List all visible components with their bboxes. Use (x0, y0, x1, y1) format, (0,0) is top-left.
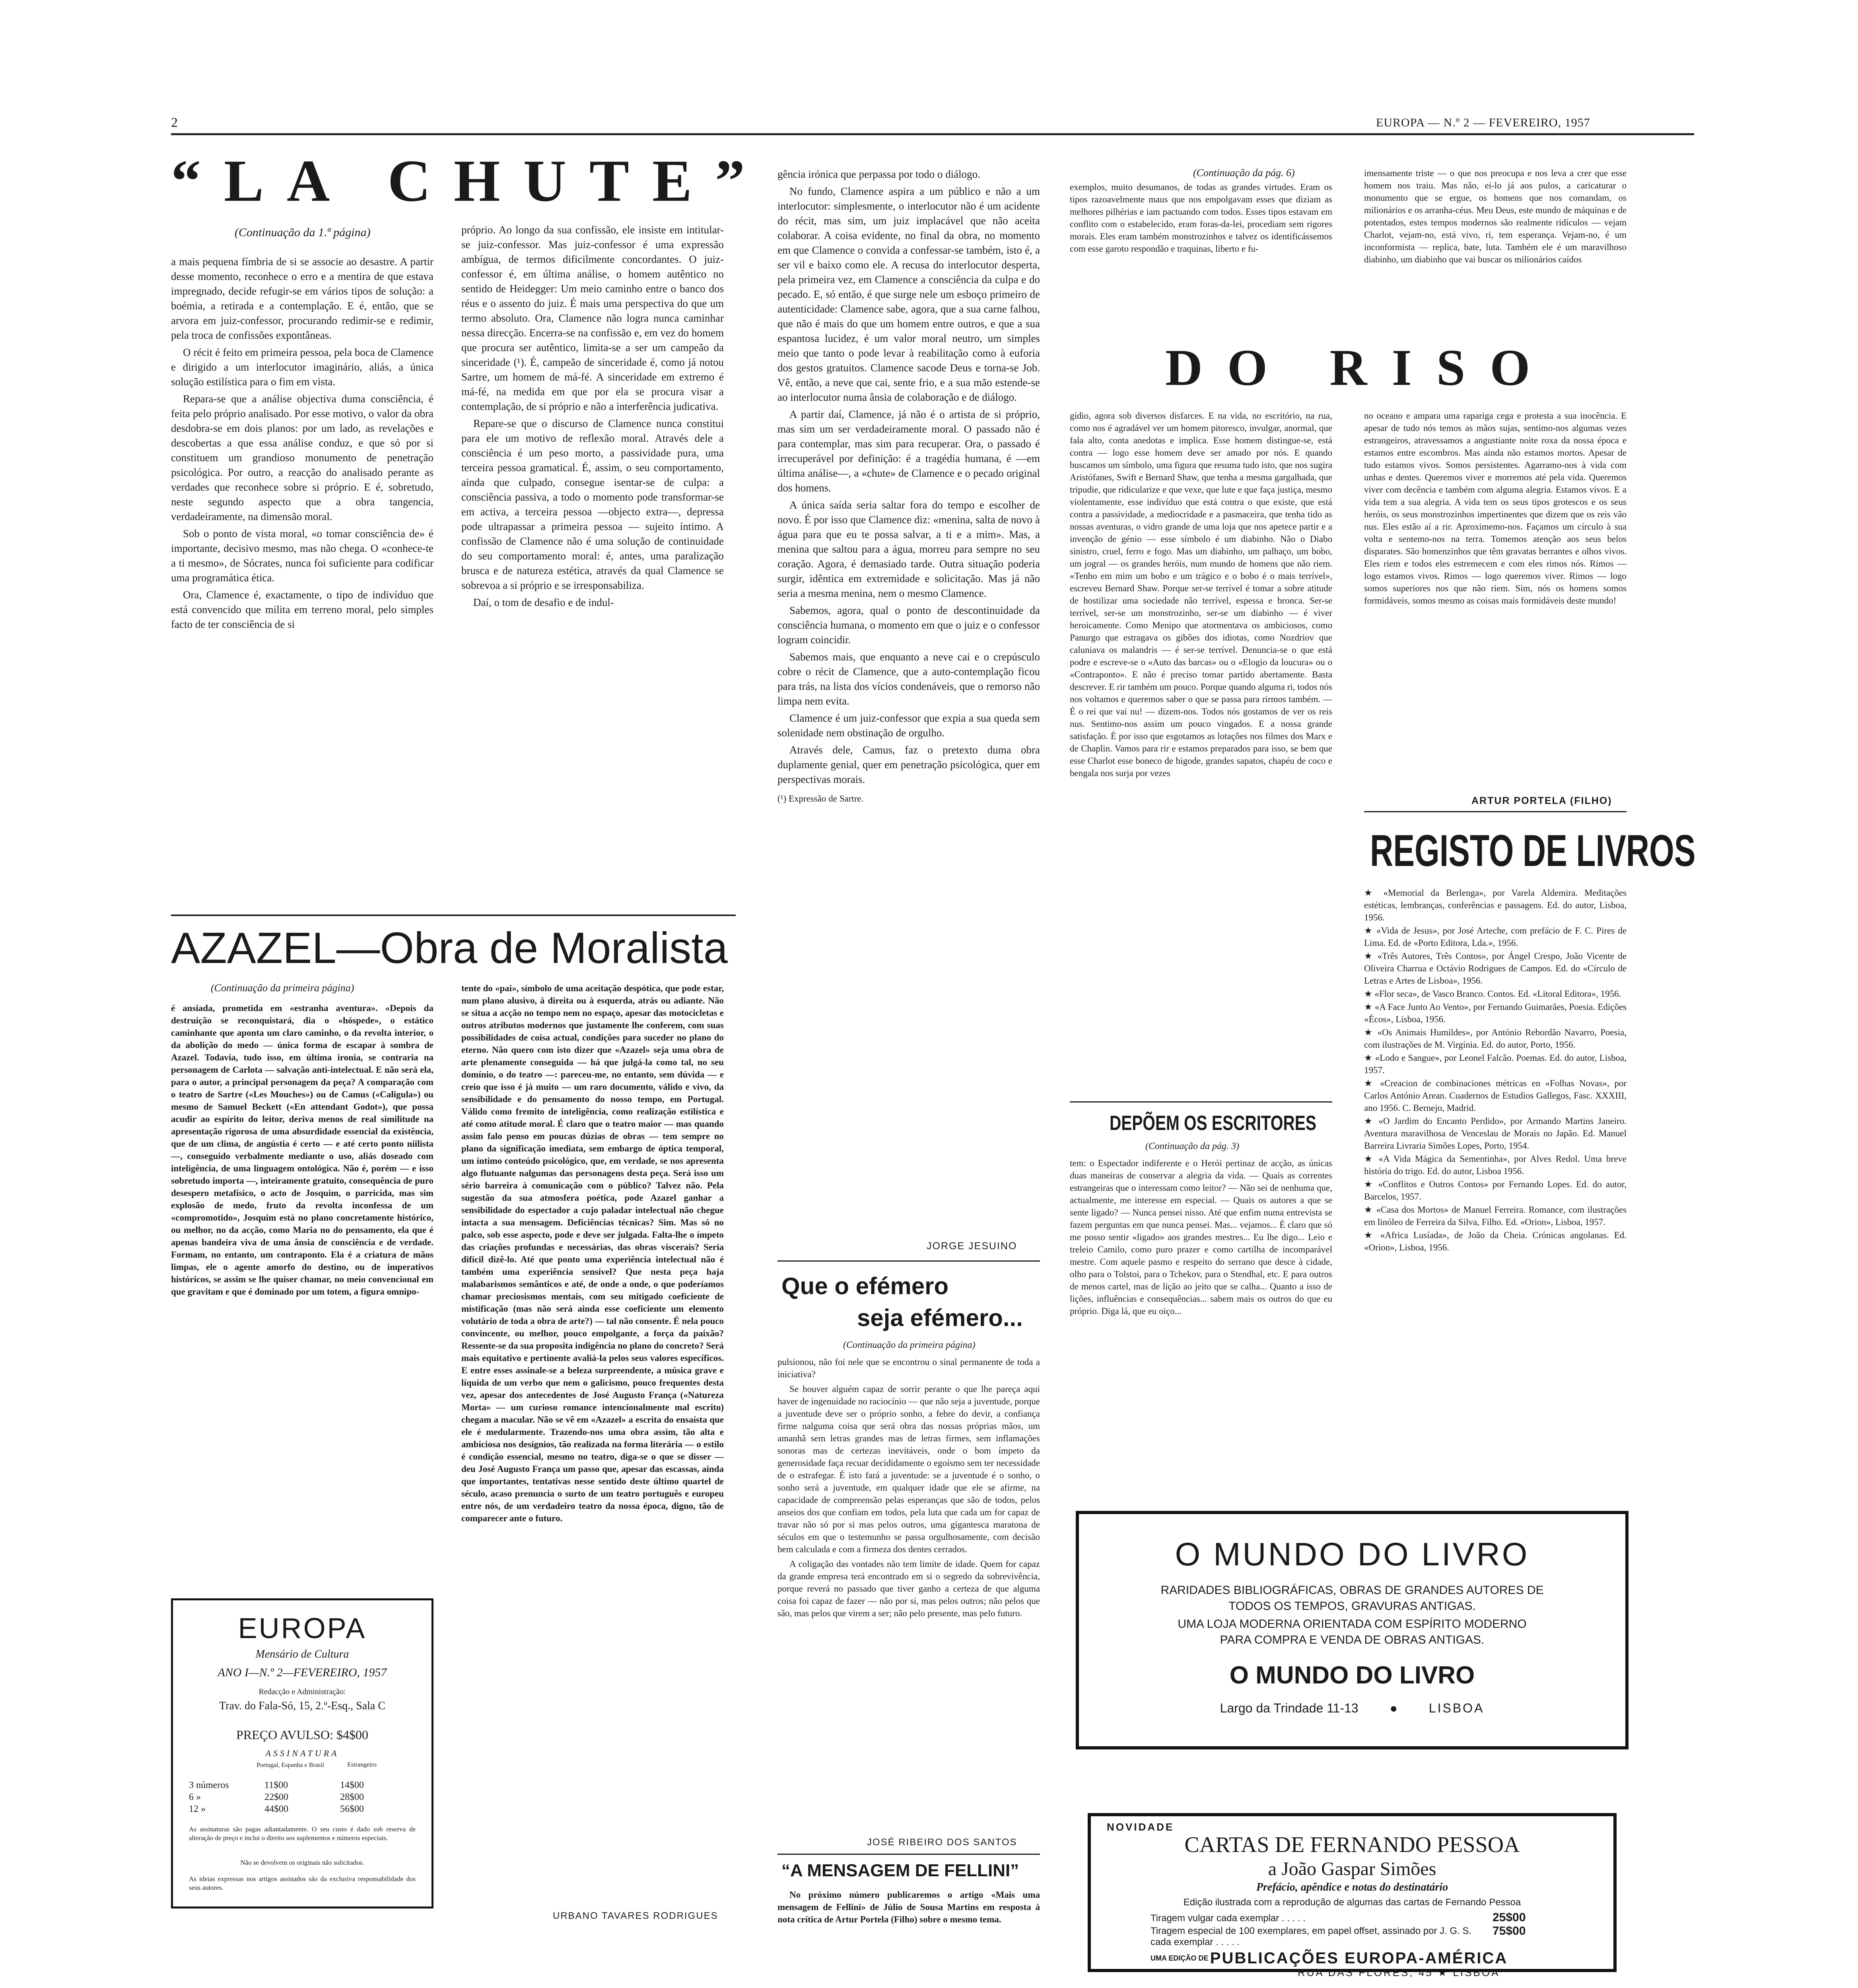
do-riso-title: DO RISO (1165, 339, 1555, 396)
bullet-icon: ● (1390, 1701, 1397, 1715)
ad-mundo-title: O MUNDO DO LIVRO (1175, 1536, 1530, 1573)
registo-items (1364, 887, 1627, 1254)
price-value: 25$00 (1493, 1911, 1526, 1924)
paragraph: tente do «pai», símbolo de uma aceitação despótica, que pode estar, num plano alusivo, à direita ou à esquerda, atrás ou adiante. Não se situa a acção no tempo nem no espaço, apesar das motocicletas e outros atributos modernos que justamente lhe conferem, com suas possibilidades de coisa actual, condições para suceder no plano do eterno. Não quero com isto dizer que «Azazel» seja uma obra de arte plenamente conseguida — há que julgá-la como tal, no seu domínio, o do teatro —: pareceu-me, no entanto, sem dúvida — e creio que isso é já muito — um raro documento, válido e vivo, da sensibilidade e do pensamento do nosso tempo, em Portugal. Válido como fremito de inteligência, como realização estilística e até como atitude moral. É claro que o teatro maior — mas quando assim falo penso em poucas dúzias de obras — tem sempre no plano da significação imediata, sem embargo de óptica temporal, um íntimo conteúdo psicológico, que, em verdade, se nos apresenta algo flutuante nalgumas das personagens desta peça. Será isso um sério barreira à comunicação com o público? Talvez não. Pela sugestão da sua atmosfera poética, pode Azazel ganhar a sensibilidade do espectador a cujo paladar intelectual não chegue intacta a sua mensagem. Deficiências técnicas? Sim. Mas só no palco, sob esse aspecto, pode e deve ser julgada. Falta-lhe o ímpeto das criações profundas e necessárias, das obras viscerais? Seria difícil dizê-lo. Até que ponto uma experiência intelectual não é também uma experiência sensível? Que nesta peça haja malabarismos semânticos e até, de onde a onde, o que poderíamos chamar preciosismos mentais, com seu mitigado coeficiente de mistificação (mas não será ainda esse coeficiente um elemento volutário de toda a obra de arte?) — tal não consente. É nela pouco convincente, ou melhor, pouco empolgante, a força da paixão? Ressente-se da sua proposita indigência no plano do concreto? Será mais equitativo e pertinente avaliá-la pelos seus valores específicos. E entre esses assinale-se a beleza surpreendente, a música grave e líquida de um verbo que nem o galicismo, pouco frequentes desta vez, apesar dos antecedentes de José Augusto França («Natureza Morta» — um curioso romance intencionalmente mal escrito) chegam a macular. Não se vê em «Azazel» a escrita do ensaísta que ele é medularmente. Trazendo-nos uma obra assim, tão alta e ambiciosa nos desígnios, tão realizada na forma literária — o estilo é condição essencial, mesmo no teatro, diga-se o que se disser — deu José Augusto França um passo que, apesar das escassas, ainda que importantes, tentativas nesse sentido deste último quartel de século, acaso prenuncia o surto de um teatro português e europeu entre nós, de um verdadeiro teatro da nossa época, digno, tão de comparecer ante o futuro. (461, 983, 724, 1523)
paragraph: tem: o Espectador indiferente e o Herói pertinaz de acção, as únicas duas maneiras de conservar a alegria da vida. — Quais as correntes estrangeiras que o interessam como leitor? — Não sei de nenhuma que, actualmente, me interesse em especial. — Quais os autores a que se sente ligado? — Nunca pensei nisso. Até que enfim numa entrevista se fazem perguntas em que nunca pensei. Mas... vejamos... É claro que só me posso sentir «ligado» aos grandes mestres... Eu lhe digo... Leio e treleio Camilo, como puro prazer e como cartilha de incomparável mestre. Com aquele pasmo e respeito do serrano que desce à cidade, olho para o Tolstoi, para o Tchekov, para o Stendhal, etc. E para outros de menos cartel, mas de lição ao jeito que se calha... Quanto a isso de lições, influências e consequências... sabem mais os outros do que eu próprio. Diga lá, que eu oiço... (1070, 1158, 1332, 1316)
paragraph: é ansiada, prometida em «estranha aventura». «Depois da destruição se reconquistará, dia o «hóspede», o estático caminhante que aponta um claro caminho, o da revolta interior, o da abolição do medo — única forma de escapar à sombra de Azazel. Todavia, tudo isso, em última ironia, se contraria na personagem de Carlota — salvação anti-intelectual. E não será ela, para o autor, a principal personagem da peça? A comparação com o teatro de Sartre («Les Mouches») ou de Camus («Caligula») ou mesmo de Samuel Beckett («En attendant Godot»), que possa acudir ao espírito do leitor, deriva menos de real similitude na apresentação rigorosa de uma absurdidade essencial da existência, que de um clima, de angústia é certo — e até certo ponto niilista —, conseguido verbalmente mediante o uso, aliás doseado com inteligência, de uma linguagem ontológica. Não é, porém — e isso sobretudo importa —, inteiramente gratuito, consequência de puro desespero metafísico, o acto de Josquim, o parricida, mas sim explosão de medo, fruto da revolta inconfessa de um «compromotido», Josquim está no plano concretamente histórico, ou melhor, no da acção, como Maria no do pensamento, ela que é apenas bandeira viva de uma ânsia de consciência e de verdade. Formam, no entanto, um contraponto. Ela é a criatura de mãos limpas, ele o agente amorfo do destino, ou de imperativos históricos, se assim se lhe quiser chamar, no meio convencional em que gravitam e que é dominado por um totem, a figura omnipo- (171, 1003, 433, 1297)
list-item: ★ «Os Animais Humildes», por António Rebordão Navarro, Poesia, com ilustrações de M. Virgínia. Ed. do autor, Porto, 1956. (1364, 1027, 1627, 1050)
ad-cartas-pub-address: RUA DAS FLORES, 45 ★ LISBOA (1298, 1967, 1500, 1978)
azazel-col2 (461, 982, 724, 1527)
ad-mundo-title-2: O MUNDO DO LIVRO (1229, 1662, 1475, 1689)
paragraph: Repara-se que a análise objectiva duma consciência, é feita pelo próprio analisado. Por esse motivo, o valor da obra desdobra-se em dois planos: por um lado, as revelações e descobertas a que essa análise conduz, e que só por si constituem um grandioso monumento de penetração psicológica. Por outro, a reacção do analisado perante as verdades que reconhece sobre si próprio. E é, sobretudo, neste segundo aspecto que a obra tangencia, verdadeiramente, na dimensão moral. (171, 393, 433, 522)
efemero-continuation: (Continuação da primeira página) (843, 1340, 976, 1350)
list-item: ★ «Memorial da Berlenga», por Varela Aldemira. Meditações estéticas, lembranças, conferências e passagens. Ed. do autor, Lisboa, 1956. (1364, 888, 1627, 922)
do-riso-top-col1 (1070, 181, 1332, 257)
row-label: 3 números (189, 1780, 229, 1790)
price-value: 75$00 (1493, 1924, 1526, 1938)
paragraph: O récit é feito em primeira pessoa, pela boca de Clamence e dirigido a um interlocutor imaginário, aliás, a única solução estilística para o fim em vista. (171, 346, 433, 388)
footnote: (¹) Expressão de Sartre. (777, 794, 864, 804)
separator (1364, 811, 1627, 812)
ad-mundo-address: Largo da Trindade 11-13 (1220, 1701, 1359, 1715)
azazel-top-rule (171, 914, 736, 916)
registo-list (1364, 887, 1627, 1254)
list-item: ★ «Conflitos e Outros Contos» por Fernando Lopes. Ed. do autor, Barcelos, 1957. (1364, 1179, 1627, 1202)
la-chute-col3 (777, 167, 1040, 807)
paragraph: Sabemos mais, que enquanto a neve cai e o crepúsculo cobre o récit de Clamence, que a auto-contemplação ficou para trás, na lista dos vícios condenáveis, que o remorso não limpa nem evita. (777, 651, 1040, 707)
depoem-continuation: (Continuação da pág. 3) (1145, 1141, 1239, 1151)
paragraph: Através dele, Camus, faz o pretexto duma obra duplamente genial, quer em penetração psicológica, quer em perspectivas morais. (777, 744, 1040, 785)
list-item: ★ «A Vida Mágica da Sementinha», por Alves Redol. Uma breve história do trigo. Ed. do autor, Lisboa 1956. (1364, 1154, 1627, 1176)
list-item: ★ «Três Autores, Três Contos», por Ángel Crespo, João Vicente de Oliveira Charrua e Octávio Rodrigues de Campos. Ed. do «Círculo de Letras e Artes de Lisboa», 1956. (1364, 951, 1627, 986)
price-label: Tiragem especial de 100 exemplares, em papel offset, assinado por J. G. S. cada exemplar . . . . . (1151, 1926, 1472, 1947)
europa-box-note: As ideias expressas nos artigos assinados são da exclusiva responsabilidade dos seus autores. (189, 1875, 416, 1891)
europa-box-title: EUROPA (238, 1613, 367, 1644)
row-price-2: 28$00 (340, 1792, 364, 1802)
europa-box-row (189, 1779, 364, 1815)
list-item: ★ «Africa Lusíada», de João da Cheia. Crónicas angolanas. Ed. «Orion», Lisboa, 1956. (1364, 1230, 1627, 1252)
paragraph: A única saída seria saltar fora do tempo e escolher de novo. É por isso que Clamence diz: «menina, salta de novo à água para que eu te possa salvar, a ti e a mim». Mas, a menina que saltou para a água, morreu para sempre no seu coração. Agora, é demasiado tarde. Outra situação poderia surgir, idêntica em extremidade e solicitação. Mas já não seria a mesma menina, nem o mesmo Clamence. (777, 499, 1040, 599)
ad-cartas-price-row (1151, 1912, 1568, 1924)
europa-box-col-header-1: Portugal, Espanha e Brasil (257, 1762, 324, 1769)
row-price-2: 14$00 (340, 1780, 364, 1790)
row-price-1: 11$00 (264, 1780, 288, 1790)
paragraph: Sob o ponto de vista moral, «o tomar consciência de» é importante, decisivo mesmo, mas não chega. O «conhece-te a ti mesmo», de Sócrates, nunca foi suficiente para codificar uma programática ética. (171, 528, 433, 584)
paragraph: Daí, o tom de desafio e de indul- (473, 596, 614, 608)
azazel-title: AZAZEL—Obra de Moralista (171, 924, 728, 973)
fellini-body (777, 1889, 1040, 1928)
azazel-continuation: (Continuação da primeira página) (211, 982, 354, 994)
ad-mundo-line: PARA COMPRA E VENDA DE OBRAS ANTIGAS. (1220, 1633, 1485, 1646)
paragraph: Repare-se que o discurso de Clamence nunca constitui para ele um motivo de reflexão moral. Através dele a consciência é um peso morto, a passividade pura, uma terceira pessoa gramatical. É, assim, o seu comportamento, ainda que culpado, consegue isentar-se de culpa: a consciência passiva, a todo o momento pode transformar-se em activa, a terceira pessoa —objecto extra—, depressa pode ultrapassar a primeira pessoa — sujeito íntimo. A confissão de Clamence não é uma solução de continuidade do seu comportamento moral: é, antes, uma paralização brusca e de natureza estética, através da qual Clamence se sobrevoa a si próprio e se irresponsabiliza. (461, 417, 724, 591)
ad-mundo-line: TODOS OS TEMPOS, GRAVURAS ANTIGAS. (1228, 1600, 1476, 1613)
ad-mundo-line: RARIDADES BIBLIOGRÁFICAS, OBRAS DE GRANDES AUTORES DE (1160, 1584, 1544, 1597)
la-chute-title: “LA CHUTE” (171, 148, 768, 214)
do-riso-continuation: (Continuação da pág. 6) (1193, 167, 1295, 179)
row-price-1: 44$00 (264, 1804, 288, 1814)
do-riso-col1 (1070, 410, 1332, 782)
depoem-title-text: DEPÕEM OS ESCRITORES (1110, 1112, 1316, 1135)
azazel-col1 (171, 1002, 433, 1300)
azazel-author: URBANO TAVARES RODRIGUES (553, 1910, 718, 1921)
la-chute-col1 (171, 254, 433, 634)
list-item: ★ «Vida de Jesus», por José Arteche, com prefácio de F. C. Pires de Lima. Ed. de «Porto Editora, Lda.», 1956. (1364, 926, 1627, 948)
paragraph: A coligação das vontades não tem limite de idade. Quem for capaz da grande empresa terá encontrado em si o segredo da sobrevivência, porque reverá no passado que tiver ganho a certeza de que alguma coisa foi capaz de fazer — não por si, mas pelos outros; não pelos que são, mas pelos que virem a ser; não pelo presente, mas pelo futuro. (777, 1559, 1040, 1618)
paragraph: No próximo número publicaremos o artigo «Mais uma mensagem de Fellini» de Júlio de Sousa Martins em resposta à nota crítica de Artur Portela (Filho) sobre o mesmo tema. (777, 1890, 1040, 1924)
ad-cartas-desc: Edição ilustrada com a reprodução de algumas das cartas de Fernando Pessoa (1183, 1897, 1521, 1908)
list-item: ★ «Creacion de combinaciones métricas en «Folhas Novas», por Carlos António Arean. Cuadernos de Estudios Gallegos, Fasc. XXXIII, ano 1956. C. Bernejo, Madrid. (1364, 1078, 1627, 1113)
list-item: ★ «A Face Junto Ao Vento», por Fernando Guimarães, Poesia. Edições «Écos», Lisboa, 1956. (1364, 1002, 1627, 1024)
ad-cartas-pessoa (1088, 1813, 1617, 1978)
paragraph: imensamente triste — o que nos preocupa e nos leva a crer que esse homem nos traiu. Mas não, ei-lo já aos pulos, a caricaturar o monumento que se ergue, os homens que nos comandam, os milionários e os arranha-céus. Meu Deus, este mundo de máquinas e de potentados, estes tempos modernos são realmente ridículos — vejam Charlot, vejam-no, está vivo, ri, tem esperança. Vejam-no, é um inconformista — replica, bate, luta. Também ele é um maravilhoso diabinho, um diabinho que vai buscar os milionários caídos (1364, 168, 1627, 264)
europa-box-issue: ANO I—N.º 2—FEVEREIRO, 1957 (218, 1666, 387, 1679)
row-label: 12 » (189, 1804, 206, 1814)
ad-mundo-line: UMA LOJA MODERNA ORIENTADA COM ESPÍRITO MODERNO (1178, 1617, 1527, 1631)
paragraph: A partir daí, Clamence, já não é o artista de si próprio, mas sim um ser verdadeiramente moral. O passado não é para contemplar, mas sim para recuperar. Ora, o passado é irrecuperável por definição: é a tragédia humana, é —em última análise—, a «chute» de Clamence e o pecado original dos homens. (777, 408, 1040, 494)
list-item: ★ «Flor seca», de Vasco Branco. Contos. Ed. «Litoral Editora», 1956. (1364, 989, 1621, 999)
do-riso-author: ARTUR PORTELA (FILHO) (1471, 795, 1612, 806)
separator (777, 1854, 1040, 1855)
paragraph: a mais pequena fímbria de si se associe ao desastre. A partir desse momento, reconhece o erro e a mentira de que estava impregnado, decide refugir-se em vários tipos de solução: a boémia, a retirada e a contemplação. E é, então, que se arvora em juiz-confessor, procurando redimir-se e redimir, pela troca de confissões expontâneas. (171, 256, 433, 341)
fellini-title: “A MENSAGEM DE FELLINI” (781, 1861, 1019, 1880)
paragraph: Ora, Clamence é, exactamente, o tipo de indivíduo que está convencido que milita em terreno moral, pelo simples facto de ter consciência de si (171, 589, 433, 630)
la-chute-continuation: (Continuação da 1.ª página) (235, 226, 371, 239)
running-title: EUROPA — N.º 2 — FEVEREIRO, 1957 (1376, 116, 1590, 129)
paragraph: no oceano e ampara uma rapariga cega e protesta a sua inocência. E apesar de tudo nós temos as mãos sujas, sentimo-nos algumas vezes estrangeiros, atravessamos a angustiante noite roxa da nossa época e estamos entre escombros. Mas ainda não estamos mortos. Apesar de tudo estamos vivos. Somos persistentes. Agarramo-nos à vida com unhas e dentes. Queremos viver e morremos até pela vida. Queremos viver com decência e também com alguma alegria. Estamos vivos. E a vida tem a sua alegria. A vida tem os seus tipos grotescos e os seus heróis, os seus monstrozinhos impertinentes que dizem que os reis vão nus. Eles estão aí a rir. Aproximemo-nos. Façamos um círculo à sua volta e sentemo-nos na terra. Tomemos atenção aos seus belos disparates. São homenzinhos que têm gravatas berrantes e olhos vivos. Eles riem e todos eles estremecem e com eles rimos nós. Rimos — logo estamos vivos. Rimos — logo queremos viver. Rimos — logo somos superiores nos que não riem. Sim, nós os homens somos formidáveis, somos mesmo as coisas mais formidáveis deste mundo! (1364, 411, 1627, 606)
ad-cartas-title: CARTAS DE FERNANDO PESSOA (1184, 1833, 1520, 1857)
ad-mundo-city: LISBOA (1428, 1701, 1485, 1715)
do-riso-col2 (1364, 410, 1627, 609)
europa-box-note: As assinaturas são pagas adiantadamente. O seu custo é dado sob reserva de alteração de preço e inclui o direito aos suplementos e números especiais. (189, 1825, 416, 1842)
europa-box-col-header-2: Estrangeiro (347, 1761, 377, 1768)
separator (1070, 1101, 1332, 1103)
depoem-body (1070, 1157, 1332, 1320)
paragraph: Se houver alguém capaz de sorrir perante o que lhe pareça aqui haver de ingenuidade no raciocínio — que não seja a juventude, porque a juventude deve ser o próprio sonho, a febre do devir, a confiança firme nalguma coisa que será obra das nossas próprias mãos, um amanhã sem letras grandes mas de letras firmes, sem inflamações sonoras mas de certezas inevitáveis, onde o bom ímpeto da generosidade faça recuar decididamente o egoísmo sem ter necessidade de o estrafegar. É isto fará a juventude: se a juventude é o sonho, o sonho será a juventude, em qualquer idade que ele se afirme, na capacidade de compreensão pelas esperanças que são de todos, pelos anseios dos que confiam em todos, pela luta que cada um for capaz de travar não só por si mas pelos outros, uma gigantesca maratona de séculos em que o testemunho se passa orgulhosamente, com decisão bem calculada e com a firmeza dos dentes cerrados. (777, 1384, 1040, 1554)
paragraph: Clamence é um juiz-confessor que expia a sua queda sem solenidade nem obstinação de orgulho. (777, 712, 1040, 739)
europa-box-admin-label: Redacção e Administração: (258, 1687, 346, 1696)
paragraph: pulsionou, não foi nele que se encontrou o sinal permanente de toda a iniciativa? (777, 1357, 1040, 1379)
ad-cartas-pub-prefix: UMA EDIÇÃO DE (1151, 1954, 1209, 1962)
list-item: ★ «O Jardim do Encanto Perdido», por Armando Martins Janeiro. Aventura maravilhosa de Venceslau de Morais no Japão. Ed. Manuel Barreira Livraria Simões Lopes, Porto, 1954. (1364, 1116, 1627, 1151)
europa-box (171, 1598, 433, 1908)
row-price-1: 22$00 (264, 1792, 288, 1802)
ad-cartas-publisher: PUBLICAÇÕES EUROPA-AMÉRICA (1210, 1949, 1508, 1967)
europa-box-address: Trav. do Fala-Só, 15, 2.º-Esq., Sala C (219, 1700, 386, 1712)
paragraph: gidio, agora sob diversos disfarces. E na vida, no escritório, na rua, como nos é agradável ver um homem pitoresco, invulgar, anormal, que fala alto, conta anedotas e implica. Esse homem distingue-se, está contra — logo esse homem deve ser amado por nós. E quando buscamos um símbolo, uma figura que resuma tudo isto, que nos sugira Aristófanes, Swift e Bernard Shaw, que tenha a mesma gargalhada, que tripudie, que ridicularize e que vexe, que lute e que faça justiça, mesmo violentamente, esse indivíduo que está contra o que existe, que está contra a passividade, a mediocridade e a pasmaceira, que tenha tido as nossas aventuras, o vidro grande de uma loja que nos apetece partir e a invenção de génio — esse símbolo é um diabinho. Não o Diabo sinistro, cruel, ferro e fogo. Mas um diabinho, um palhaço, um bobo, um jogral — os grandes heróis, num mundo de homens que não riem. «Tenho em mim um bobo e um trágico e o bobo é o mais terrível», escreveu Bernard Shaw. Porque ser-se terrível é tomar a sobre atitude de hostilizar uma sociedade não terrível, espessa e bronca. Ser-se terrível, ser-se um monstrozinho, ser-se um diabinho — é viver heroicamente. Como Menipo que atormentava os ambiciosos, como Panurgo que estragava os gibões dos idiotas, como Nozdriov que caluniava os malandris — é ser-se terrível. Denuncia-se o que está podre e escreve-se o «Auto das barcas» ou o «Elogio da loucura» ou o «Contraponto». E não é preciso tomar partido abertamente. Basta descrever. E rir também um pouco. Porque quando alguma ri, todos nós nos voltamos e queremos saber o que se passa para rirmos também. — É o rei que vai nu! — dizem-nos. Todos nós gostamos de ver os reis nus. Sentimo-nos assim um pouco vingados. E a nossa grande satisfação. É por isso que esgotamos as lotações nos filmes dos Marx e de Chaplin. Vamos para rir e estamos preparados para isso, se bem que esse Charlot esse boneco de bigode, grandes sapatos, chapéu de coco e bengala nos surja por vezes (1070, 411, 1332, 778)
registo-title-text: REGISTO DE LIVROS (1370, 826, 1696, 876)
ad-cartas-note: Prefácio, apêndice e notas do destinatário (1256, 1881, 1448, 1893)
depoem-title (1110, 1111, 1375, 1136)
separator (777, 1260, 1040, 1262)
paragraph: próprio. Ao longo da sua confissão, ele insiste em intitular-se juiz-confessor. Mas juiz-confessor é uma expressão ambígua, de termos dificilmente concordantes. O juiz-confessor é, em última análise, o homem autêntico no sentido de Heidegger: Um meio caminho entre o banco dos réus e o assento do juiz. É mais uma perspectiva do que um termo absoluto. Ora, Clamence não logra nunca caminhar nessa direcção. Encerra-se na confissão e, em vez do homem que procura ser autêntico, limita-se a ser um campeão da sinceridade (¹). É, campeão de sinceridade é, como já notou Sartre, um homem de má-fé. A sinceridade em extremo é má-fé, na medida em que por ela se procura visar a contemplação, de si próprio e não a interferência judicativa. (461, 224, 724, 412)
header-rule (171, 133, 1694, 135)
list-item: ★ «Lodo e Sangue», por Leonel Falcão. Poemas. Ed. do autor, Lisboa, 1957. (1364, 1053, 1627, 1075)
ad-cartas-price-row (1151, 1926, 1568, 1948)
paragraph: Sabemos, agora, qual o ponto de descontinuidade da consciência humana, o momento em que o juiz e o confessor logram coincidir. (777, 604, 1040, 646)
europa-box-note: Não se devolvem os originais não solicitados. (240, 1859, 364, 1866)
paragraph: No fundo, Clamence aspira a um público e não a um interlocutor: simplesmente, o interlocutor não é um acidente do récit, mas sim, um juiz implacável que não aceita colaborar. A coisa evidente, no final da obra, no momento em que Clamence o convida a confessar-se também, isto é, a ser vil e baixo como ele. A recusa do interlocutor desperta, pela primeira vez, em Clamence a consciência da culpa e do pecado. E, só então, é que surge nele um esboço primeiro de autenticidade: Clamence sabe, agora, que a sua carne falhou, que não é mais do que um homem entre outros, e que a sua espantosa lucidez, é um valor moral neutro, um simples meio que tanto o pode levar à reabilitação como à euforia dos gestos gratuitos. Clamence sacode Deus e torna-se Job. Vê, então, a neve que cai, sente frio, e a sua mão estende-se ao interlocutor numa ânsia de colaboração e de diálogo. (777, 185, 1040, 403)
efemero-body (777, 1356, 1040, 1622)
europa-box-price: PREÇO AVULSO: $4$00 (236, 1728, 368, 1742)
ad-mundo-do-livro (1076, 1511, 1629, 1749)
row-label: 6 » (189, 1792, 201, 1802)
ad-cartas-subtitle: a João Gaspar Simões (1268, 1858, 1436, 1879)
registo-title (1370, 827, 1822, 875)
la-chute-col2 (461, 223, 724, 612)
row-price-2: 56$00 (340, 1804, 364, 1814)
la-chute-author: JORGE JESUINO (927, 1241, 1017, 1252)
europa-box-subtitle: Mensário de Cultura (255, 1648, 349, 1660)
paragraph: gência irónica que perpassa por todo o diálogo. (777, 168, 980, 180)
efemero-title-2: seja efémero... (857, 1305, 1023, 1331)
efemero-title-1: Que o efémero (781, 1273, 949, 1299)
ad-cartas-tag: NOVIDADE (1107, 1821, 1174, 1833)
paragraph: exemplos, muito desumanos, de todas as grandes virtudes. Eram os tipos razoavelmente maus que nos empolgavam esses que diziam as melhores pilhérias e iam pactuando com todos. Esses tipos estavam em conflito com o estabelecido, eram foras-da-lei, procediam sem rigores morais. Eles eram também monstrozinhos e talvez os identificássemos com esse garoto respondão e traquinas, liberto e fu- (1070, 182, 1332, 254)
page-number: 2 (171, 115, 178, 130)
do-riso-top-col2 (1364, 167, 1627, 268)
ad-cartas-publisher-row (1151, 1949, 1588, 1967)
efemero-author: JOSÉ RIBEIRO DOS SANTOS (867, 1837, 1017, 1848)
list-item: ★ «Casa dos Mortos» de Manuel Ferreira. Romance, com ilustrações em linóleo de Ferreira da Silva, Filho. Ed. «Orion», Lisboa, 1957. (1364, 1205, 1627, 1227)
price-label: Tiragem vulgar cada exemplar . . . . . (1151, 1913, 1306, 1924)
europa-box-subscription: ASSINATURA (265, 1748, 339, 1758)
ad-mundo-address-row (1079, 1701, 1625, 1716)
